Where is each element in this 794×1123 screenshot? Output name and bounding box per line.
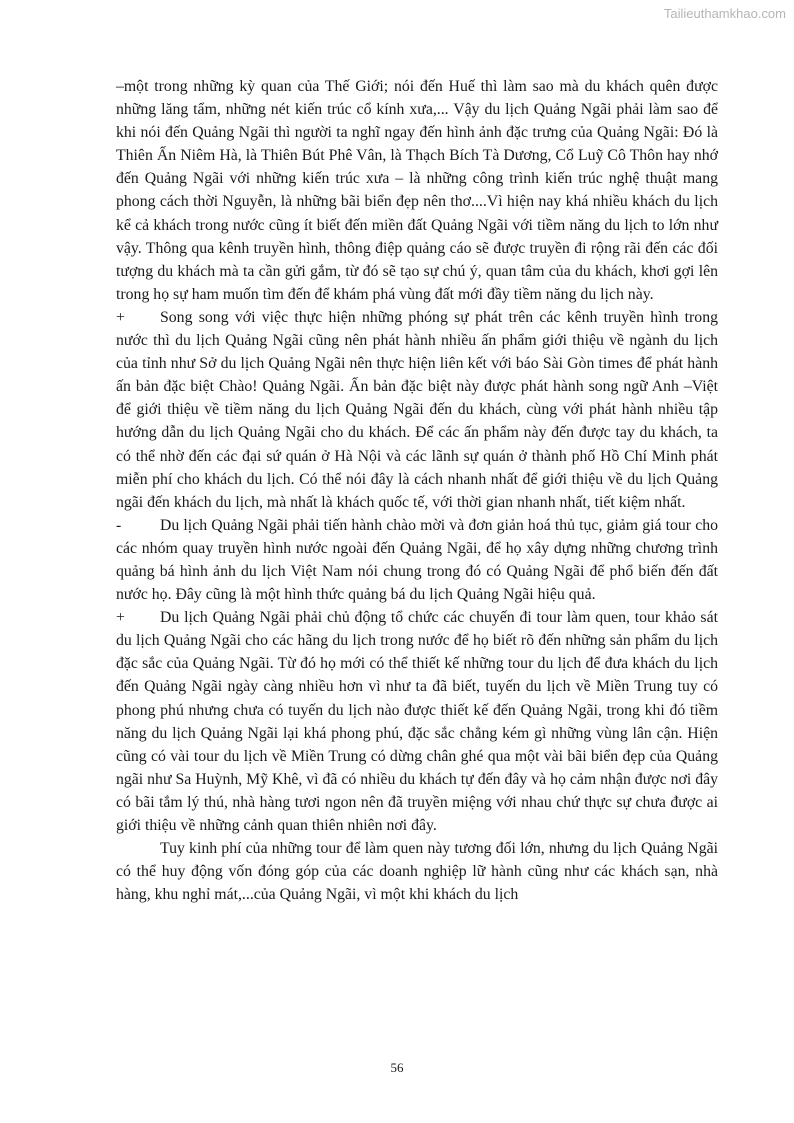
paragraph-funding: Tuy kinh phí của những tour để làm quen này tương đối lớn, nhưng du lịch Quảng Ngãi có thể huy động vốn đóng góp của các doanh nghiệp lữ hành cũng như các khách sạn, nhà hàng, khu nghỉ mát,...của Quảng Ngãi, vì một khi khách du lịch xyxy=(116,840,718,904)
bullet-dash: - xyxy=(116,516,122,534)
list-item-tv-publications xyxy=(116,306,718,514)
watermark: Tailieuthamkhao.com xyxy=(663,6,786,21)
bullet-plus: + xyxy=(116,609,125,627)
list-item-text: Song song với việc thực hiện những phóng sự phát trên các kênh truyền hình trong nước thì du lịch Quảng Ngãi cũng nên phát hành nhiều ấn phẩm giới thiệu về ngành du lịch của tỉnh như Sở du lịch Quảng Ngãi nên thực hiện liên kết với báo Sài Gòn times để phát hành ấn bản đặc biệt Chào! Quảng Ngãi. Ấn bản đặc biệt này được phát hành song ngữ Anh –Việt để giới thiệu về tiềm năng du lịch Quảng Ngãi đến du khách, cùng với phát hành nhiều tập hướng dẫn du lịch Quảng Ngãi cho du khách. Để các ấn phẩm này đến được tay du khách, ta có thể nhờ đến các đại sứ quán ở Hà Nội và các lãnh sự quán ở thành phố Hồ Chí Minh phát miễn phí cho khách du lịch. Có thể nói đây là cách nhanh nhất để giới thiệu về du lịch Quảng ngãi đến khách du lịch, mà nhất là khách quốc tế, với thời gian nhanh nhất, tiết kiệm nhất. xyxy=(116,308,718,511)
list-item-text: Du lịch Quảng Ngãi phải chủ động tổ chức các chuyến đi tour làm quen, tour khảo sát du lịch Quảng Ngãi cho các hãng du lịch trong nước để họ biết rõ đến những sản phẩm du lịch đặc sắc của Quảng Ngãi. Từ đó họ mới có thể thiết kế những tour du lịch để đưa khách du lịch đến Quảng Ngãi ngày càng nhiều hơn vì như ta đã biết, tuyến du lịch về Miền Trung tuy có phong phú nhưng chưa có tuyến du lịch nào được thiết kế đến Quảng Ngãi, trong khi đó tiềm năng du lịch Quảng Ngãi lại khá phong phú, đặc sắc chẳng kém gì những vùng lân cận. Hiện cũng có vài tour du lịch về Miền Trung có dừng chân ghé qua một vài bãi biển đẹp của Quảng ngãi như Sa Huỳnh, Mỹ Khê, vì đã có nhiều du khách tự đến đây và họ cảm nhận được nơi đây có bãi tắm lý thú, nhà hàng tươi ngon nên đã truyền miệng với nhau chứ thực sự chưa được ai giới thiệu về những cảnh quan thiên nhiên nơi đây. xyxy=(116,609,718,834)
document-body xyxy=(116,75,718,906)
paragraph-intro: –một trong những kỳ quan của Thế Giới; nói đến Huế thì làm sao mà du khách quên được những lăng tẩm, những nét kiến trúc cổ kính xưa,... Vậy du lịch Quảng Ngãi phải làm sao để khi nói đến Quảng Ngãi thì người ta nghĩ ngay đến hình ảnh đặc trưng của Quảng Ngãi: Đó là Thiên Ấn Niêm Hà, là Thiên Bút Phê Vân, là Thạch Bích Tà Dương, Cổ Luỹ Cô Thôn hay nhớ đến Quảng Ngãi với những kiến trúc xưa – là những công trình kiến trúc nghệ thuật mang phong cách thời Nguyễn, là những bãi biển đẹp nên thơ....Vì hiện nay khá nhiều khách du lịch kể cả khách trong nước cũng ít biết đến miền đất Quảng Ngãi với tiềm năng du lịch to lớn như vậy. Thông qua kênh truyền hình, thông điệp quảng cáo sẽ được truyền đi rộng rãi đến các đối tượng du khách mà ta cần gửi gắm, từ đó sẽ tạo sự chú ý, quan tâm của du khách, khơi gợi lên trong họ sự ham muốn tìm đến để khám phá vùng đất mới đầy tiềm năng du lịch này. xyxy=(116,78,718,303)
bullet-plus: + xyxy=(116,308,125,326)
list-item-foreign-tv-crews xyxy=(116,514,718,606)
page-number: 56 xyxy=(390,1060,404,1075)
list-item-famtrip-tours xyxy=(116,606,718,837)
list-item-text: Du lịch Quảng Ngãi phải tiến hành chào mời và đơn giản hoá thủ tục, giảm giá tour cho các nhóm quay truyền hình nước ngoài đến Quảng Ngãi, để họ xây dựng những chương trình quảng bá hình ảnh du lịch Việt Nam nói chung trong đó có Quảng Ngãi để phổ biến đến đất nước họ. Đây cũng là một hình thức quảng bá du lịch Quảng Ngãi hiệu quả. xyxy=(116,516,718,604)
